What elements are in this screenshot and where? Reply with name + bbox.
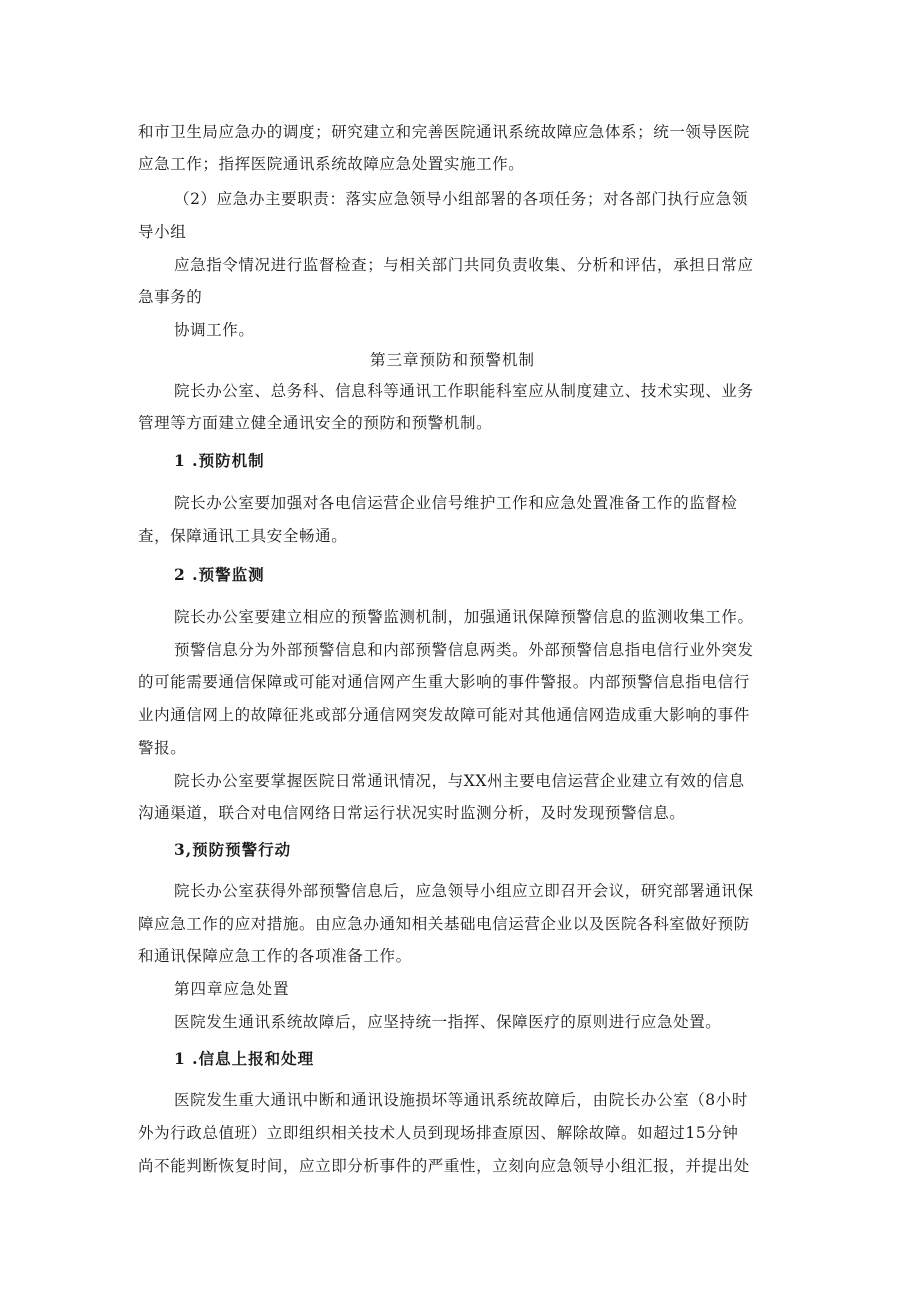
text-line: 院长办公室、总务科、信息科等通讯工作职能科室应从制度建立、技术实现、业务 [174,382,754,400]
text-line: 预警信息分为外部预警信息和内部预警信息两类。外部预警信息指电信行业外突发 [174,641,754,659]
text-line: 院长办公室要建立相应的预警监测机制，加强通讯保障预警信息的监测收集工作。 [174,608,754,626]
text-line: 应急工作；指挥医院通讯系统故障应急处置实施工作。 [138,155,525,173]
text-line: 协调工作。 [174,321,255,339]
text-line: 导小组 [138,223,187,241]
text-line: 查，保障通讯工具安全畅通。 [138,527,348,545]
text-line: 医院发生通讯系统故障后，应坚持统一指挥、保障医疗的原则进行应急处置。 [174,1013,722,1031]
text-line: 业内通信网上的故障征兆或部分通信网突发故障可能对其他通信网造成重大影响的事件 [138,706,750,724]
text-line: 院长办公室要掌握医院日常通讯情况，与XX州主要电信运营企业建立有效的信息 [174,772,745,790]
text-line: 的可能需要通信保障或可能对通信网产生重大影响的事件警报。内部预警信息指电信行 [138,673,750,691]
text-line: 警报。 [138,739,187,757]
section-heading: 1 .预防机制 [174,451,265,470]
text-line: 和市卫生局应急办的调度；研究建立和完善医院通讯系统故障应急体系；统一领导医院 [138,123,750,141]
text-line: 应急指令情况进行监督检查；与相关部门共同负责收集、分析和评估，承担日常应 [174,256,754,274]
text-line: 沟通渠道，联合对电信网络日常运行状况实时监测分析，及时发现预警信息。 [138,804,686,822]
text-line: 外为行政总值班）立即组织相关技术人员到现场排查原因、解除故障。如超过15分钟 [138,1124,739,1142]
text-line: （2）应急办主要职责：落实应急领导小组部署的各项任务；对各部门执行应急领 [174,190,748,208]
chapter-title: 第四章应急处置 [174,980,290,998]
text-line: 和通讯保障应急工作的各项准备工作。 [138,947,412,965]
text-line: 医院发生重大通讯中断和通讯设施损坏等通讯系统故障后，由院长办公室（8小时 [174,1091,748,1109]
text-line: 急事务的 [138,288,203,306]
section-heading: 1 .信息上报和处理 [174,1049,315,1068]
chapter-title: 第三章预防和预警机制 [370,351,536,369]
text-line: 障应急工作的应对措施。由应急办通知相关基础电信运营企业以及医院各科室做好预防 [138,915,750,933]
section-heading: 2 .预警监测 [174,565,265,584]
text-line: 院长办公室要加强对各电信运营企业信号维护工作和应急处置准备工作的监督检 [174,494,738,512]
section-heading: 3,预防预警行动 [174,840,292,859]
text-line: 院长办公室获得外部预警信息后，应急领导小组应立即召开会议，研究部署通讯保 [174,882,754,900]
text-line: 管理等方面建立健全通讯安全的预防和预警机制。 [138,414,493,432]
text-line: 尚不能判断恢复时间，应立即分析事件的严重性，立刻向应急领导小组汇报，并提出处 [138,1157,750,1175]
